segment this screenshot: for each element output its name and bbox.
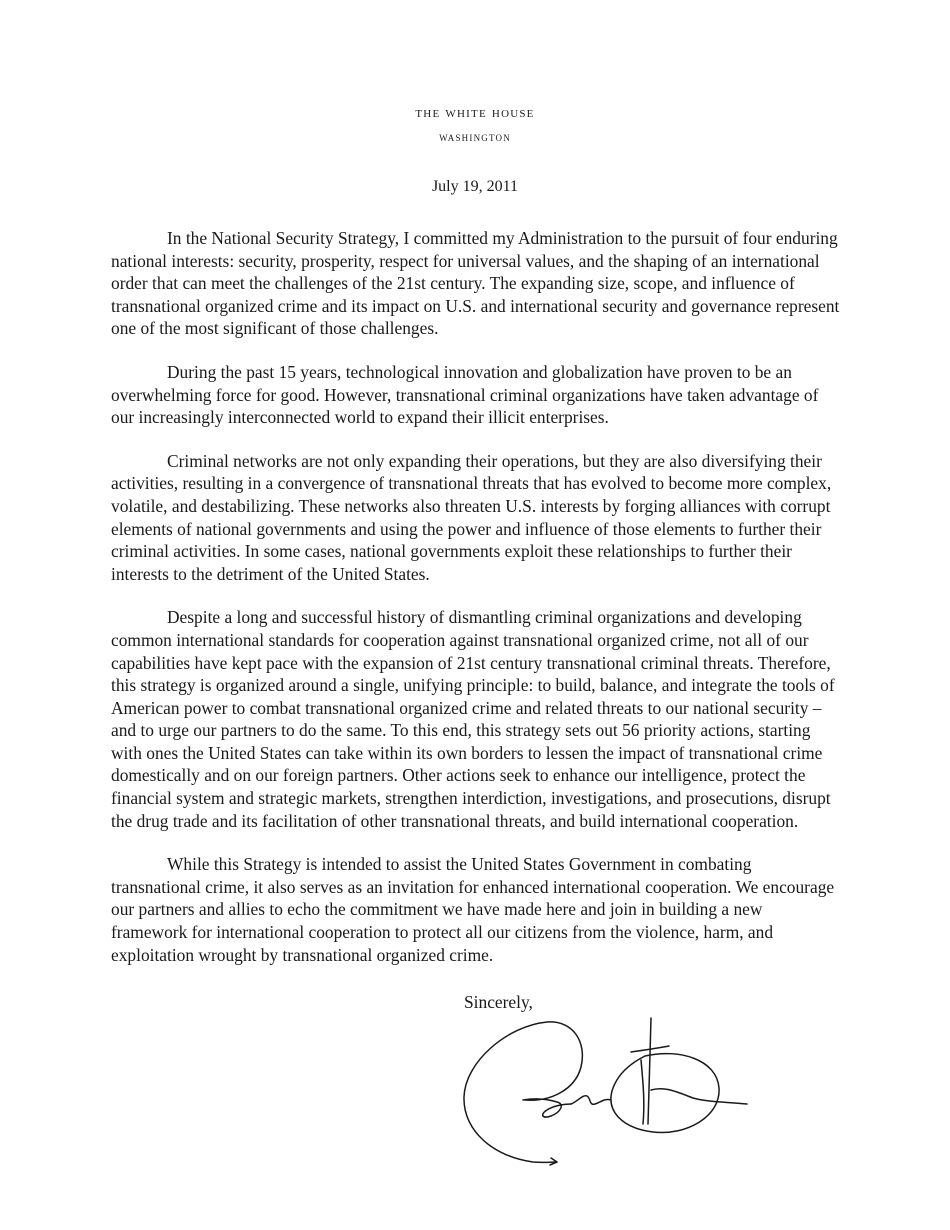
paragraph-4: Despite a long and successful history of dismantling criminal organizations and developing common international standards for cooperation against transnational organized crime, not all of our capabilities have kept pace with the expansion of 21st century transnational criminal threats. Therefore, this strategy is organized around a single, unifying principle: to build, balance, and integrate the tools of American power to combat transnational organized crime and related threats to our national security – and to urge our partners to do the same. To this end, this strategy sets out 56 priority actions, starting with ones the United States can take within its own borders to lessen the impact of transnational crime domestically and on our foreign partners. Other actions seek to enhance our intelligence, protect the financial system and strategic markets, strengthen interdiction, investigations, and prosecutions, disrupt the drug trade and its facilitation of other transnational threats, and build international cooperation. [111,607,835,831]
letterhead [0,103,950,145]
paragraph-2: During the past 15 years, technological innovation and globalization have proven to be an overwhelming force for good. However, transnational criminal organizations have taken advantage of our increasingly interconnected world to expand their illicit enterprises. [111,361,819,428]
letterhead-title: the white house [415,104,535,121]
paragraph-5: While this Strategy is intended to assist the United States Government in combating transnational crime, it also serves as an invitation for enhanced international cooperation. We encourage our partners and allies to echo the commitment we have made here and join in building a new framework for international cooperation to protect all our citizens from the violence, harm, and exploitation wrought by transnational organized crime. [111,854,835,965]
signature-icon [455,1012,755,1172]
letter-body [111,227,843,987]
letter-date: July 19, 2011 [431,178,519,195]
paragraph-3: Criminal networks are not only expanding their operations, but they are also diversifying their activities, resulting in a convergence of transnational threats that has evolved to become more complex, volatile, and destabilizing. These networks also threaten U.S. interests by forging alliances with corrupt elements of national governments and using the power and influence of those elements to further their criminal activities. In some cases, national governments exploit these relationships to further their interests to the detriment of the United States. [111,450,832,584]
letterhead-location: washington [439,130,511,144]
paragraph-1: In the National Security Strategy, I committed my Administration to the pursuit of four enduring national interests: security, prosperity, respect for universal values, and the shaping of an international order that can meet the challenges of the 21st century. The expanding size, scope, and influence of transnational organized crime and its impact on U.S. and international security and governance represent one of the most significant of those challenges. [111,228,840,339]
closing-salutation: Sincerely, [464,992,533,1012]
